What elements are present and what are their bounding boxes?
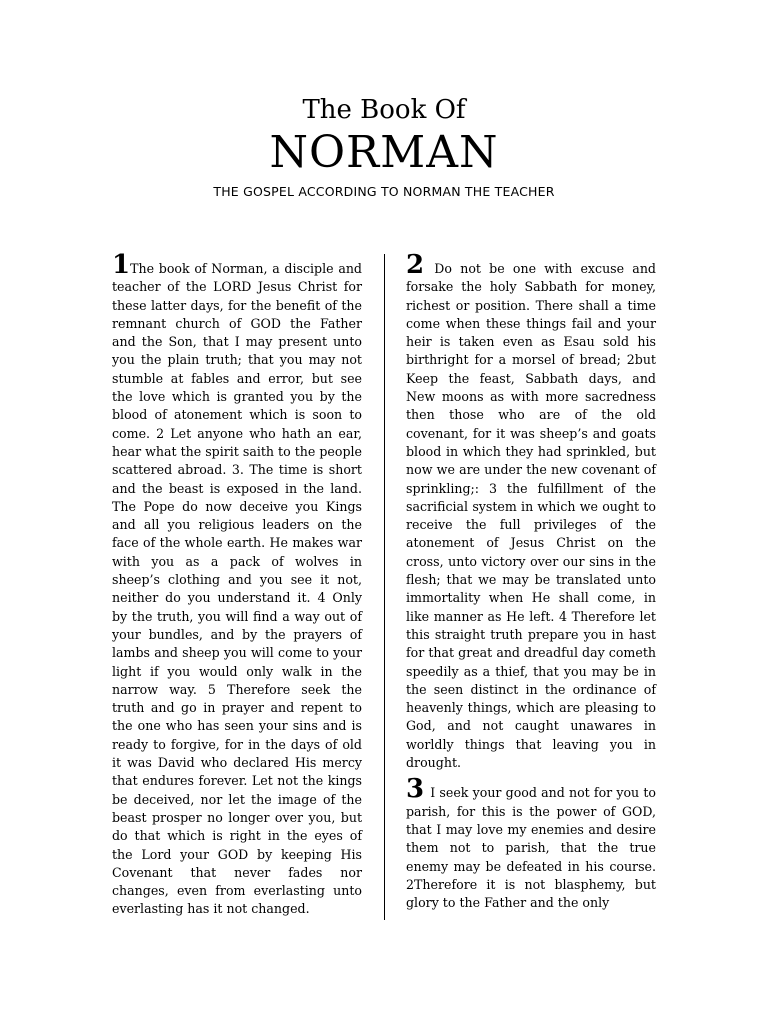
pre-title: The Book Of — [302, 95, 466, 125]
verse-number: 2 — [406, 250, 425, 280]
verse-number: 1 — [112, 250, 131, 280]
subtitle: THE GOSPEL ACCORDING TO NORMAN THE TEACHER — [213, 184, 555, 199]
verse-text: Do not be one with excuse and forsake the holy Sabbath for money, richest or position. There shall a time come when these things fail and your heir is taken even as Esau sold his birthright for a morsel of bread; 2but Keep the feast, Sabbath days, and New moons as with more sacredness then those who are of the old covenant, for it was sheep’s and goats blood in which they had sprinkled, but now we are under the new covenant of sprinkling;: 3 the fulfillment of the sacrificial system in which we ought to receive the full privileges of the atonement of Jesus Christ on the cross, unto victory over our sins in the flesh; that we may be translated unto immortality when He shall come, in like manner as He left. 4 Therefore let this straight truth prepare you in hast for that great and dreadful day cometh speedily as a thief, that you may be in the seen distinct in the ordinance of heavenly things, which are pleasing to God, and not caught unawares in worldly things that leaving you in drought. — [406, 261, 656, 771]
left-column — [112, 250, 362, 919]
verse-2-paragraph — [406, 250, 656, 772]
verse-text: I seek your good and not for you to parish, for this is the power of GOD, that I may love my enemies and desire them not to parish, that the true enemy may be defeated in his course. 2Therefore it is not blasphemy, but glory to the Father and the only — [406, 785, 656, 911]
page-header — [0, 94, 768, 201]
verse-number: 3 — [406, 774, 425, 805]
verse-1-paragraph — [112, 250, 362, 919]
verse-3-paragraph — [406, 774, 656, 912]
right-column — [406, 250, 656, 912]
book-title: NORMAN — [269, 127, 499, 178]
column-divider — [384, 254, 385, 920]
verse-text: The book of Norman, a disciple and teacher of the LORD Jesus Christ for these latter days, for the benefit of the remnant church of GOD the Father and the Son, that I may present unto you the plain truth; that you may not stumble at fables and error, but see the love which is granted you by the blood of atonement which is soon to come. 2 Let anyone who hath an ear, hear what the spirit saith to the people scattered abroad. 3. The time is short and the beast is exposed in the land. The Pope do now deceive you Kings and all you religious leaders on the face of the whole earth. He makes war with you as a pack of wolves in sheep’s clothing and you see it not, neither do you understand it. 4 Only by the truth, you will find a way out of your bundles, and by the prayers of lambs and sheep you will come to your light if you would only walk in the narrow way. 5 Therefore seek the truth and go in prayer and repent to the one who has seen your sins and is ready to forgive, for in the days of old it was David who declared His mercy that endures forever. Let not the kings be deceived, nor let the image of the beast prosper no longer over you, but do that which is right in the eyes of the Lord your GOD by keeping His Covenant that never fades nor changes, even from everlasting unto everlasting has it not changed. — [112, 261, 362, 917]
